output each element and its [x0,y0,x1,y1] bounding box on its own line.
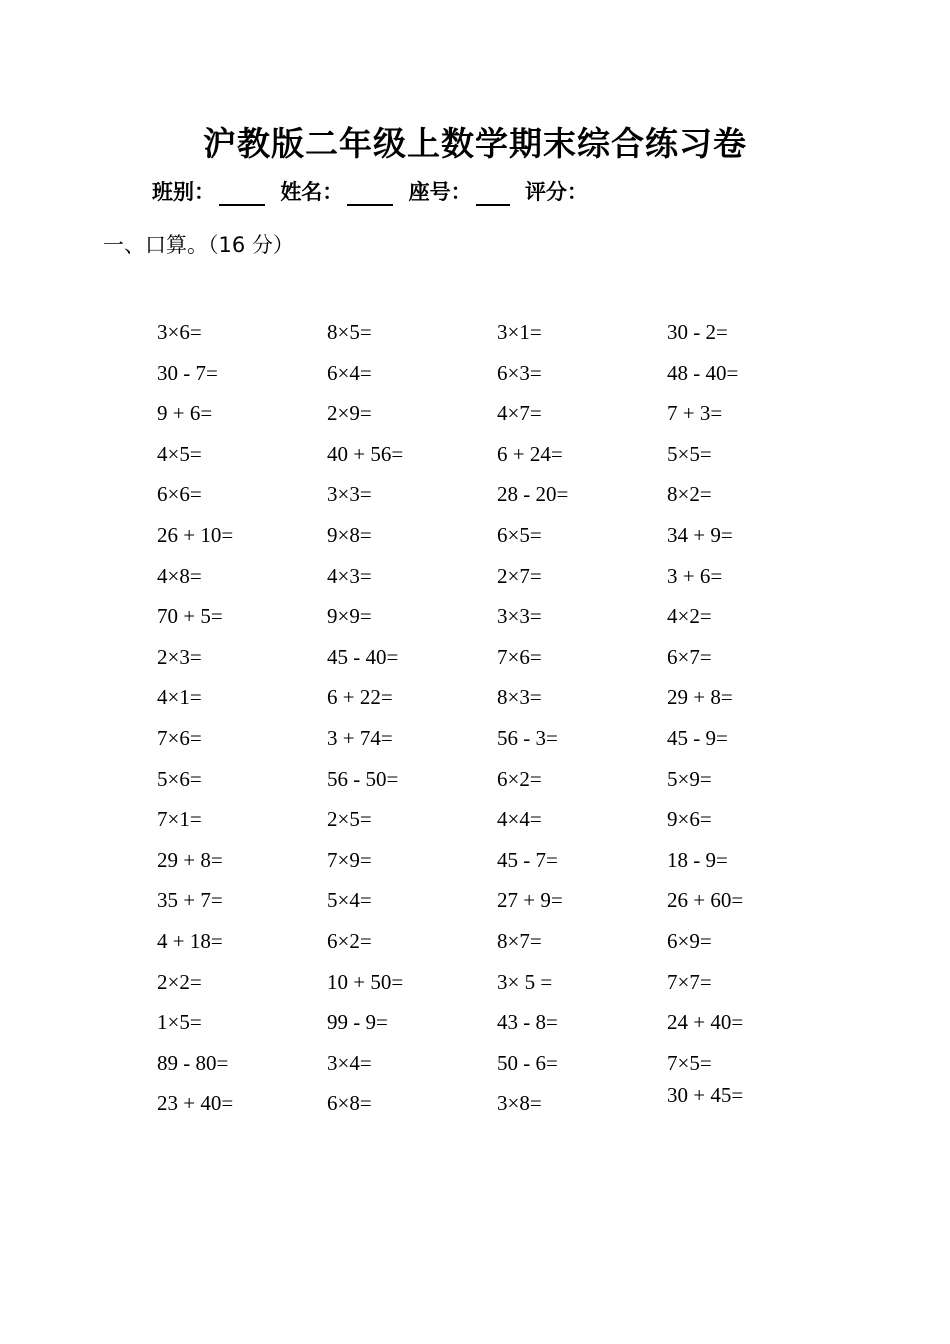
arithmetic-problem: 7×5= [667,1050,712,1075]
arithmetic-problem: 23 + 40= [157,1091,234,1116]
name-blank[interactable] [347,180,393,206]
arithmetic-problem: 4×8= [157,563,202,588]
arithmetic-problem: 35 + 7= [157,888,223,913]
arithmetic-problem: 7×6= [497,644,542,669]
seat-label: 座号： [408,180,472,204]
arithmetic-problem: 1×5= [157,1010,202,1035]
arithmetic-problem: 29 + 8= [157,847,223,872]
arithmetic-problem: 43 - 8= [497,1010,558,1035]
arithmetic-problem: 2×5= [327,807,372,832]
arithmetic-problem: 5×5= [667,441,712,466]
arithmetic-problem: 27 + 9= [497,888,563,913]
arithmetic-problem: 6×7= [667,644,712,669]
arithmetic-problem: 6×6= [157,482,202,507]
arithmetic-problem: 34 + 9= [667,523,733,547]
arithmetic-problem: 4×3= [327,563,372,588]
page-title: 沪教版二年级上数学期末综合练习卷 [203,124,747,163]
arithmetic-problem: 3 + 74= [327,726,393,750]
arithmetic-problem: 4×7= [497,401,542,426]
arithmetic-problem: 4×1= [157,685,202,710]
arithmetic-problem: 48 - 40= [667,360,739,385]
arithmetic-problem: 3×3= [327,482,372,507]
arithmetic-problem: 30 + 45= [667,1083,744,1108]
arithmetic-problem: 9×6= [667,807,712,832]
arithmetic-problem: 8×3= [497,685,542,710]
arithmetic-problem: 4×2= [667,604,712,629]
arithmetic-problem: 7×9= [327,847,372,872]
arithmetic-problem: 6 + 22= [327,685,393,710]
arithmetic-problem: 3×8= [497,1091,542,1116]
arithmetic-problem: 24 + 40= [667,1010,744,1035]
student-info-line [152,176,588,206]
arithmetic-problem: 4 + 18= [157,929,223,953]
arithmetic-problem: 9×8= [327,523,372,547]
arithmetic-problem: 7×7= [667,969,712,994]
arithmetic-problem: 7×6= [157,726,202,750]
arithmetic-problem: 6×3= [497,360,542,385]
arithmetic-problem: 8×2= [667,482,712,507]
arithmetic-problem: 6 + 24= [497,441,563,466]
arithmetic-problem: 6×5= [497,523,542,547]
arithmetic-problem: 4×5= [157,441,202,466]
arithmetic-problem: 2×2= [157,969,202,994]
arithmetic-problem: 28 - 20= [497,482,569,507]
arithmetic-problem: 2×3= [157,644,202,669]
arithmetic-problem: 3×3= [497,604,542,629]
arithmetic-problem: 6×9= [667,929,712,953]
arithmetic-problem: 70 + 5= [157,604,223,629]
class-label: 班别： [152,180,215,204]
arithmetic-problem: 3×1= [497,320,542,344]
arithmetic-problem: 9 + 6= [157,401,213,426]
arithmetic-problem: 6×2= [497,766,542,791]
arithmetic-problem: 45 - 7= [497,847,558,872]
arithmetic-problem: 7 + 3= [667,401,723,426]
arithmetic-problem: 3× 5 = [497,969,553,994]
arithmetic-problem: 3×4= [327,1050,372,1075]
arithmetic-problem: 4×4= [497,807,542,832]
arithmetic-problem: 89 - 80= [157,1050,229,1075]
arithmetic-problem: 30 - 7= [157,360,218,385]
arithmetic-problem: 10 + 50= [327,969,404,994]
arithmetic-problem: 8×7= [497,929,542,953]
arithmetic-problem: 8×5= [327,320,372,344]
arithmetic-problem: 99 - 9= [327,1010,388,1035]
arithmetic-problem: 6×2= [327,929,372,953]
arithmetic-problem: 7×1= [157,807,202,832]
arithmetic-problem: 26 + 10= [157,523,234,547]
arithmetic-problem: 5×4= [327,888,372,913]
section-heading-mental-math: 一、口算。（16 分） [103,233,294,257]
arithmetic-problem: 5×9= [667,766,712,791]
arithmetic-problem: 40 + 56= [327,441,404,466]
arithmetic-problem: 45 - 9= [667,726,728,750]
class-blank[interactable] [219,180,265,206]
arithmetic-problem: 30 - 2= [667,320,728,344]
arithmetic-problem: 3 + 6= [667,563,723,588]
arithmetic-problem: 6×8= [327,1091,372,1116]
arithmetic-problem: 2×9= [327,401,372,426]
arithmetic-problem: 56 - 50= [327,766,399,791]
arithmetic-problem: 50 - 6= [497,1050,558,1075]
arithmetic-problem: 26 + 60= [667,888,744,913]
name-label: 姓名： [280,180,344,204]
arithmetic-problem: 3×6= [157,320,202,344]
arithmetic-problem: 45 - 40= [327,644,399,669]
arithmetic-problem: 9×9= [327,604,372,629]
arithmetic-problem: 2×7= [497,563,542,588]
seat-blank[interactable] [476,180,510,206]
score-label: 评分： [524,180,588,204]
arithmetic-problem: 6×4= [327,360,372,385]
arithmetic-problem: 5×6= [157,766,202,791]
arithmetic-problem: 29 + 8= [667,685,733,710]
arithmetic-problem: 18 - 9= [667,847,728,872]
arithmetic-problem: 56 - 3= [497,726,558,750]
